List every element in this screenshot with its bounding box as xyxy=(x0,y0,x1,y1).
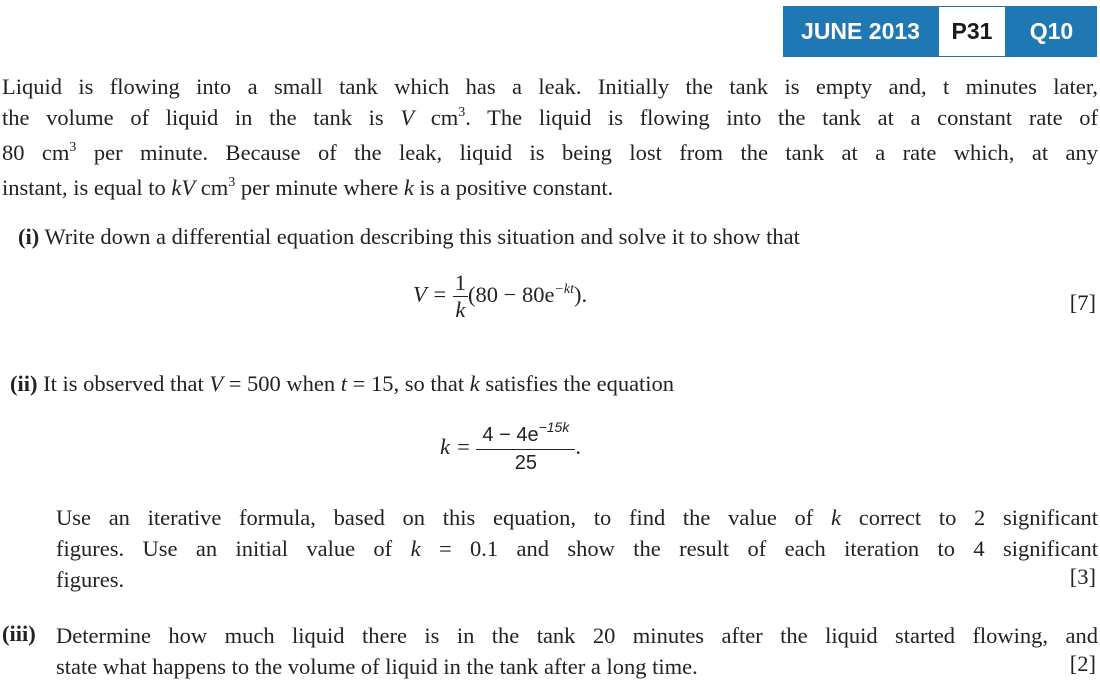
part-iii-marks: [2] xyxy=(1069,651,1096,676)
part-i-marks: [7] xyxy=(1069,290,1096,315)
part-ii-marks: [3] xyxy=(1069,564,1096,589)
part-ii-prompt: (ii) It is observed that V = 500 when t = 15, so that k satisfies the equation xyxy=(10,371,675,396)
part-i-label: (i) xyxy=(18,224,40,249)
intro-line-4: instant, is equal to kV $cm^3$ per minute where k is a positive constant. xyxy=(2,175,614,200)
part-i-prompt xyxy=(18,224,800,250)
equation-lhs-k: k = xyxy=(440,434,471,460)
part-ii-line-2: figures. Use an initial value of k = 0.1 and show the result of each iteration to 4 significant xyxy=(56,536,1099,561)
part-iii-text xyxy=(56,620,1098,682)
equation-lhs: V = xyxy=(413,281,448,307)
paper-tag: P31 xyxy=(938,6,1006,57)
intro-line-1: Liquid is flowing into a small tank which has a leak. Initially the tank is empty and, t minutes later, xyxy=(2,74,1098,99)
part-i-text: Write down a differential equation describing this situation and solve it to show that xyxy=(44,224,800,249)
part-i-equation xyxy=(413,270,587,323)
part-iii-line-1: Determine how much liquid there is in the tank 20 minutes after the liquid started flowing, and xyxy=(56,623,1098,648)
intro-line-3: 80 $cm^3$ per minute. Because of the leak, liquid is being lost from the tank at a rate which, at any xyxy=(2,140,1098,165)
part-iii-line-2: state what happens to the volume of liquid in the tank after a long time. xyxy=(56,654,698,679)
question-number-tag: Q10 xyxy=(1006,6,1097,57)
fraction-iterative: $\frac{4 - 4e^{-15k}}{25}$ xyxy=(476,422,575,476)
part-ii-line-3: figures. xyxy=(56,567,125,592)
question-tag-bar xyxy=(783,6,1097,57)
part-ii-line-1: Use an iterative formula, based on this equation, to find the value of k correct to 2 significant xyxy=(56,505,1098,530)
exam-session-tag: JUNE 2013 xyxy=(783,6,938,57)
equation-rhs: $(80 - 80e^{-kt})$. xyxy=(468,281,588,307)
part-ii-instructions xyxy=(56,502,1098,595)
question-intro xyxy=(2,71,1098,207)
fraction-one-over-k: $\frac{1}{k}$ xyxy=(454,270,467,322)
part-ii-equation: k = $\frac{4 - 4e^{-15k}}{25}$ . xyxy=(440,419,581,474)
intro-line-2: the volume of liquid in the tank is V $cm^3$. The liquid is flowing into the tank at a constant rate of xyxy=(2,105,1098,130)
part-iii-label: (iii) xyxy=(2,621,36,646)
part-ii-label: (ii) xyxy=(10,371,38,396)
